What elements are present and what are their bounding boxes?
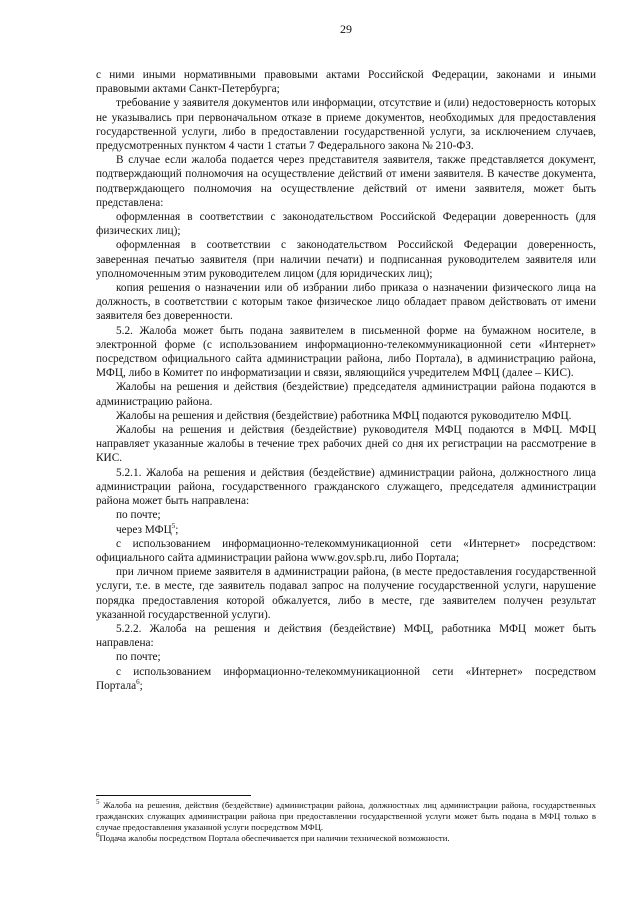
footnote-mark: 5 [96,798,100,807]
paragraph: Жалобы на решения и действия (бездействие) председателя администрации района подаются в администрацию района. [96,381,596,408]
paragraph: требование у заявителя документов или информации, отсутствие и (или) недостоверность которых не указывались при первоначальном отказе в приеме документов, необходимых для предоставления государственной услуги, либо в предоставлении государственной услуги, за исключением случаев, предусмотренных пунктом 4 части 1 статьи 7 Федерального закона № 210-ФЗ. [96,97,596,153]
body-text [96,68,596,693]
paragraph: с использованием информационно-телекоммуникационной сети «Интернет» посредством Портала$^6$; [96,665,596,692]
footnote-ref-6[interactable]: 6 [136,677,140,686]
paragraph: оформленная в соответствии с законодательством Российской Федерации доверенность (для физических лиц); [96,211,596,238]
paragraph: 5.2.1. Жалоба на решения и действия (бездействие) администрации района, должностного лица администрации района, государственного гражданского служащего, председателя администрации района может быть направлена: [96,466,596,508]
page-number: 29 [340,22,352,36]
paragraph: с ними иными нормативными правовыми актами Российской Федерации, законами и иными правовыми актами Санкт-Петербурга; [96,69,596,96]
paragraph: при личном приеме заявителя в администрации района, (в месте предоставления государственной услуги, т.е. в месте, где заявитель подавал запрос на получение государственной услуги, нарушение порядка предоставления которой обжалуется, либо в месте, где заявителем получен результат указанной государственной услуги). [96,566,596,621]
paragraph: В случае если жалоба подается через представителя заявителя, также представляется документ, подтверждающий полномочия на осуществление действий от имени заявителя. В качестве документа, подтверждающего полномочия на осуществление действий от имени заявителя, может быть представлена: [96,154,596,209]
paragraph: 5.2.2. Жалоба на решения и действия (бездействие) МФЦ, работника МФЦ может быть направлена: [96,622,596,650]
footnotes [96,800,596,844]
paragraph: по почте; [116,651,161,664]
paragraph: Жалобы на решения и действия (бездействие) руководителя МФЦ подаются в МФЦ. МФЦ направляет указанные жалобы в течение трех рабочих дней со дня их регистрации на рассмотрение в КИС. [96,424,596,465]
paragraph: с использованием информационно-телекоммуникационной сети «Интернет» посредством: официального сайта администрации района www.gov.spb.ru, либо Портала; [96,537,596,564]
footnote-5: $^5$ Жалоба на решения, действия (бездействие) администрации района, должностных лиц администрации района, государственных гражданских служащих администрации района при предоставлении государственной услуги может быть подана в МФЦ только в случае предоставления указанной услуги посредством МФЦ. [96,798,596,832]
footnote-mark: 6 [96,831,100,840]
paragraph: через МФЦ$^5$; [116,521,179,536]
footnote-ref-5[interactable]: 5 [171,521,176,530]
paragraph: копия решения о назначении или об избрании либо приказа о назначении физического лица на должность, в соответствии с которым такое физическое лицо обладает правом действовать от имени заявителя без доверенности. [96,282,596,323]
paragraph: по почте; [116,509,161,522]
paragraph: оформленная в соответствии с законодательством Российской Федерации доверенность, заверенная печатью заявителя (при наличии печати) и подписанная руководителем заявителя или уполномоченным этим руководителем лицом (для юридических лиц); [96,239,596,280]
paragraph: Жалобы на решения и действия (бездействие) работника МФЦ подаются руководителю МФЦ. [116,409,572,422]
footnote-6: $^6$Подача жалобы посредством Портала обеспечивается при наличии технической возможности. [96,831,450,843]
footnote-divider [96,795,251,796]
paragraph: 5.2. Жалоба может быть подана заявителем в письменной форме на бумажном носителе, в электронной форме (с использованием информационно-телекоммуникационной сети «Интернет» посредством официального сайта администрации района, либо Портала), в администрацию района, МФЦ, либо в Комитет по информатизации и связи, являющийся учредителем МФЦ (далее – КИС). [96,324,596,380]
